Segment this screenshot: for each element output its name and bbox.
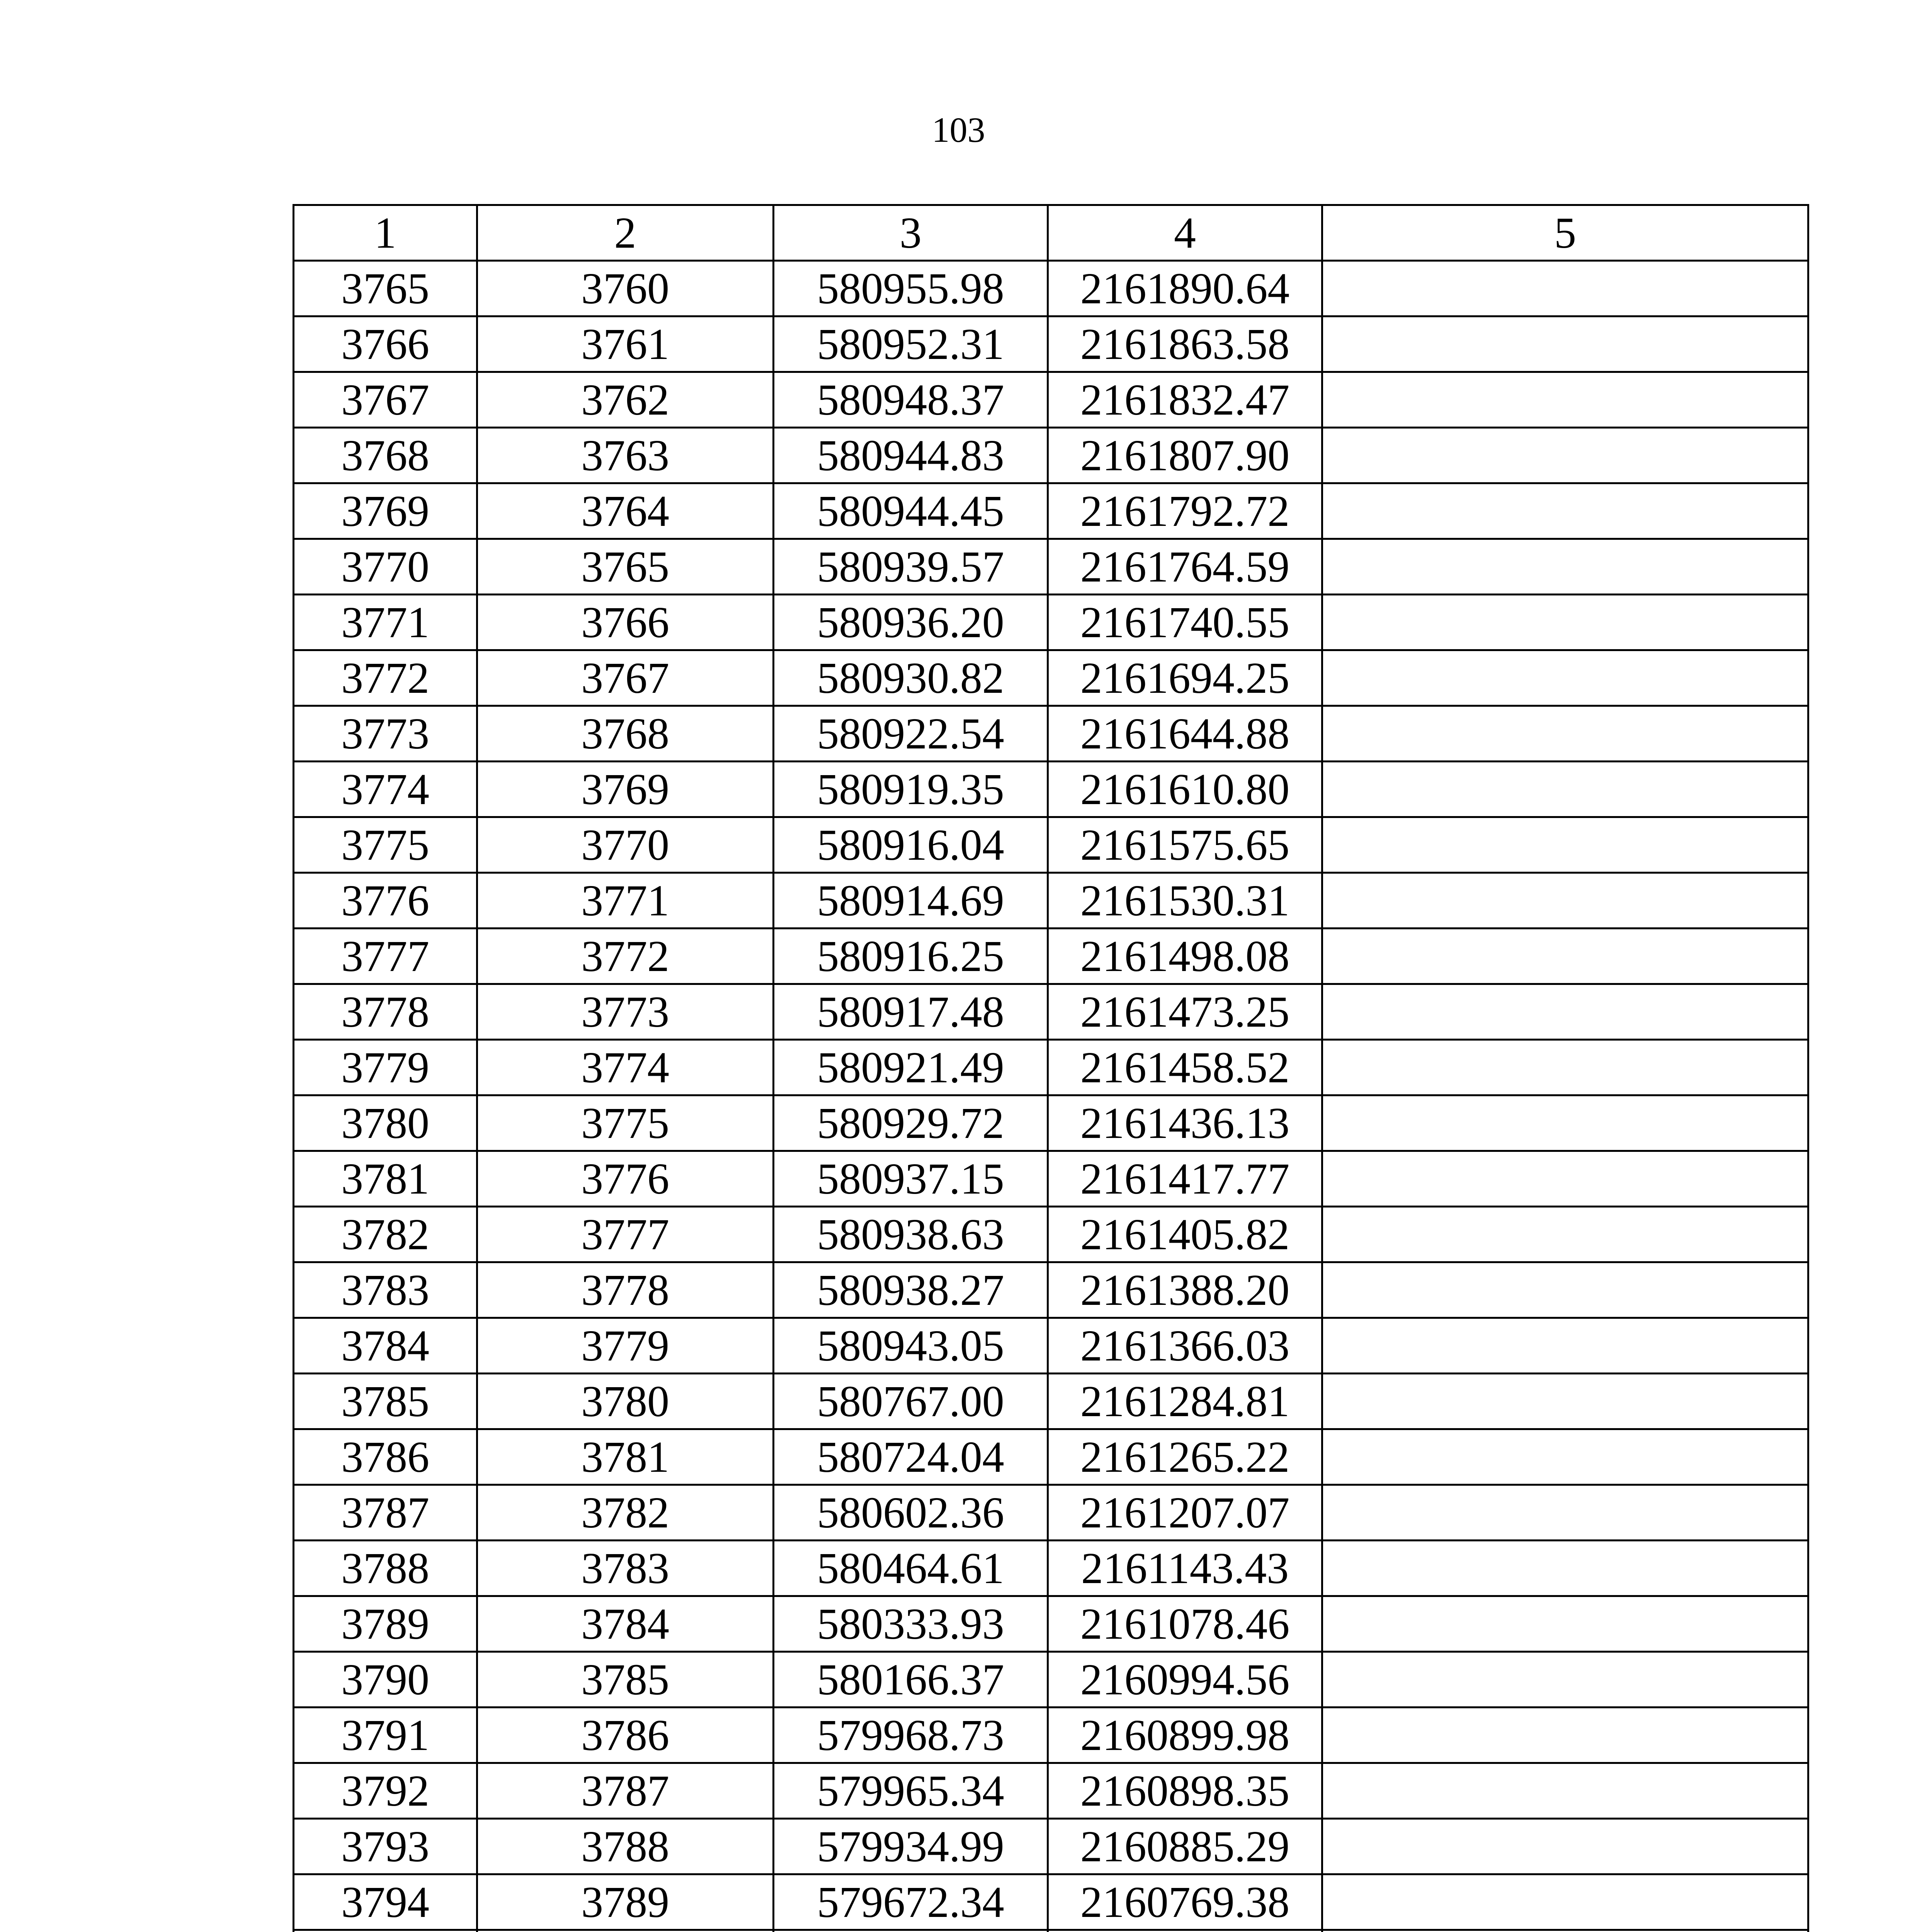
table-cell: 2161405.82 xyxy=(1048,1207,1322,1262)
table-cell: 3760 xyxy=(477,261,774,316)
table-cell: 580917.48 xyxy=(774,984,1048,1040)
table-cell: 3763 xyxy=(477,428,774,483)
table-row xyxy=(294,1262,1808,1318)
column-header: 3 xyxy=(774,205,1048,261)
table-cell xyxy=(1322,1429,1808,1485)
table-cell: 3780 xyxy=(294,1095,477,1151)
table-cell: 3766 xyxy=(294,316,477,372)
table-cell: 2161366.03 xyxy=(1048,1318,1322,1374)
table-cell: 580936.20 xyxy=(774,595,1048,650)
table-row xyxy=(294,1541,1808,1596)
table-cell xyxy=(1322,1763,1808,1819)
table-cell xyxy=(1322,762,1808,817)
table-cell: 580929.72 xyxy=(774,1095,1048,1151)
table-cell: 3785 xyxy=(477,1652,774,1708)
table-cell xyxy=(1322,706,1808,762)
table-cell: 580944.45 xyxy=(774,483,1048,539)
table-cell xyxy=(1322,1874,1808,1930)
table-cell: 3784 xyxy=(477,1596,774,1652)
table-cell: 3769 xyxy=(477,762,774,817)
table-cell: 3792 xyxy=(294,1763,477,1819)
column-header: 2 xyxy=(477,205,774,261)
table-cell: 2161458.52 xyxy=(1048,1040,1322,1095)
table-cell xyxy=(1322,261,1808,316)
table-cell xyxy=(1322,1095,1808,1151)
table-cell: 3787 xyxy=(294,1485,477,1541)
table-header xyxy=(294,205,1808,261)
table-cell: 2161644.88 xyxy=(1048,706,1322,762)
table-cell: 2160994.56 xyxy=(1048,1652,1322,1708)
table-cell: 580916.25 xyxy=(774,929,1048,984)
table-row xyxy=(294,1819,1808,1874)
table-cell: 3772 xyxy=(477,929,774,984)
table-cell: 3779 xyxy=(294,1040,477,1095)
table-cell: 3765 xyxy=(477,539,774,595)
table-cell: 580333.93 xyxy=(774,1596,1048,1652)
table-cell: 2160885.29 xyxy=(1048,1819,1322,1874)
table-cell: 580952.31 xyxy=(774,316,1048,372)
table-cell: 3786 xyxy=(477,1708,774,1763)
table-cell: 3789 xyxy=(477,1874,774,1930)
table-cell: 2161832.47 xyxy=(1048,372,1322,428)
table-cell xyxy=(1322,1485,1808,1541)
table-row xyxy=(294,483,1808,539)
table-row xyxy=(294,1095,1808,1151)
table-cell: 2161498.08 xyxy=(1048,929,1322,984)
table-cell xyxy=(1322,595,1808,650)
table-cell: 2161265.22 xyxy=(1048,1429,1322,1485)
table-cell: 3768 xyxy=(477,706,774,762)
table-row xyxy=(294,1930,1808,1932)
table-row xyxy=(294,984,1808,1040)
table-cell: 580914.69 xyxy=(774,873,1048,929)
table-cell: 3774 xyxy=(294,762,477,817)
table-cell xyxy=(1048,1930,1322,1932)
table-cell: 580937.15 xyxy=(774,1151,1048,1207)
table-cell: 580724.04 xyxy=(774,1429,1048,1485)
table-cell: 2161207.07 xyxy=(1048,1485,1322,1541)
table-cell xyxy=(1322,539,1808,595)
table-cell: 3778 xyxy=(477,1262,774,1318)
table-row xyxy=(294,1429,1808,1485)
table-cell: 2161694.25 xyxy=(1048,650,1322,706)
table-row xyxy=(294,316,1808,372)
table-cell xyxy=(1322,1708,1808,1763)
table-cell: 3788 xyxy=(294,1541,477,1596)
table-cell: 580930.82 xyxy=(774,650,1048,706)
table-cell xyxy=(1322,1151,1808,1207)
table-cell: 2160898.35 xyxy=(1048,1763,1322,1819)
table-cell: 2161792.72 xyxy=(1048,483,1322,539)
table-cell xyxy=(1322,372,1808,428)
table-cell: 2161530.31 xyxy=(1048,873,1322,929)
table-row xyxy=(294,873,1808,929)
table-cell: 579672.34 xyxy=(774,1874,1048,1930)
table-cell: 3770 xyxy=(294,539,477,595)
table-cell: 2161807.90 xyxy=(1048,428,1322,483)
table-cell: 3793 xyxy=(294,1819,477,1874)
table-row xyxy=(294,1874,1808,1930)
table-cell: 2160899.98 xyxy=(1048,1708,1322,1763)
table-cell: 3782 xyxy=(477,1485,774,1541)
table-cell: 3790 xyxy=(294,1652,477,1708)
table-cell: 3767 xyxy=(294,372,477,428)
table-cell: 3777 xyxy=(477,1207,774,1262)
table-row xyxy=(294,1708,1808,1763)
table-row xyxy=(294,261,1808,316)
table-cell xyxy=(1322,428,1808,483)
table-cell: 3781 xyxy=(477,1429,774,1485)
table-cell: 2160769.38 xyxy=(1048,1874,1322,1930)
table-cell xyxy=(477,1930,774,1932)
table-cell: 2161863.58 xyxy=(1048,316,1322,372)
table-row xyxy=(294,1207,1808,1262)
table-cell: 3787 xyxy=(477,1763,774,1819)
table-cell: 3788 xyxy=(477,1819,774,1874)
page-number: 103 xyxy=(932,110,985,150)
table-cell: 579968.73 xyxy=(774,1708,1048,1763)
table-row xyxy=(294,539,1808,595)
table-cell xyxy=(1322,817,1808,873)
table-cell xyxy=(1322,650,1808,706)
column-header: 4 xyxy=(1048,205,1322,261)
table-row xyxy=(294,1652,1808,1708)
table-cell: 2161473.25 xyxy=(1048,984,1322,1040)
table-cell: 580919.35 xyxy=(774,762,1048,817)
table-cell: 3794 xyxy=(294,1874,477,1930)
table-cell xyxy=(1322,1819,1808,1874)
table-row xyxy=(294,1040,1808,1095)
table-cell: 3770 xyxy=(477,817,774,873)
header-row xyxy=(294,205,1808,261)
table-cell: 2161143.43 xyxy=(1048,1541,1322,1596)
table-row xyxy=(294,762,1808,817)
table-cell: 3783 xyxy=(294,1262,477,1318)
table-cell: 2161388.20 xyxy=(1048,1262,1322,1318)
table-cell: 580767.00 xyxy=(774,1374,1048,1429)
table-cell: 579934.99 xyxy=(774,1819,1048,1874)
table-cell: 3783 xyxy=(477,1541,774,1596)
table-cell: 3765 xyxy=(294,261,477,316)
table-cell: 3789 xyxy=(294,1596,477,1652)
table-cell: 580944.83 xyxy=(774,428,1048,483)
table-cell: 3773 xyxy=(477,984,774,1040)
table-cell xyxy=(1322,1374,1808,1429)
table-cell: 3766 xyxy=(477,595,774,650)
table-cell xyxy=(1322,1040,1808,1095)
table-cell: 580948.37 xyxy=(774,372,1048,428)
table-cell: 3774 xyxy=(477,1040,774,1095)
table-cell: 2161610.80 xyxy=(1048,762,1322,817)
table-cell: 580939.57 xyxy=(774,539,1048,595)
table-cell: 580166.37 xyxy=(774,1652,1048,1708)
table-cell: 3778 xyxy=(294,984,477,1040)
table-cell: 580464.61 xyxy=(774,1541,1048,1596)
table-cell xyxy=(1322,1930,1808,1932)
table-cell xyxy=(1322,1541,1808,1596)
table-cell: 3762 xyxy=(477,372,774,428)
table-row xyxy=(294,650,1808,706)
table-cell: 580602.36 xyxy=(774,1485,1048,1541)
table-cell: 2161764.59 xyxy=(1048,539,1322,595)
table-cell: 2161436.13 xyxy=(1048,1095,1322,1151)
table-cell xyxy=(1322,1596,1808,1652)
column-header: 1 xyxy=(294,205,477,261)
table-cell: 580922.54 xyxy=(774,706,1048,762)
table-cell: 3773 xyxy=(294,706,477,762)
table-cell: 580938.27 xyxy=(774,1262,1048,1318)
table-row xyxy=(294,1151,1808,1207)
table-row xyxy=(294,1763,1808,1819)
table-cell: 3785 xyxy=(294,1374,477,1429)
table-cell: 580921.49 xyxy=(774,1040,1048,1095)
table-cell: 2161890.64 xyxy=(1048,261,1322,316)
table-cell: 3791 xyxy=(294,1708,477,1763)
table-row xyxy=(294,595,1808,650)
table-cell: 3764 xyxy=(477,483,774,539)
table-cell: 3775 xyxy=(294,817,477,873)
table-cell: 3786 xyxy=(294,1429,477,1485)
table-cell: 3775 xyxy=(477,1095,774,1151)
table-cell: 3776 xyxy=(294,873,477,929)
table-cell: 3782 xyxy=(294,1207,477,1262)
table-cell: 3769 xyxy=(294,483,477,539)
table-cell: 2161284.81 xyxy=(1048,1374,1322,1429)
table-cell xyxy=(1322,984,1808,1040)
table-cell: 580938.63 xyxy=(774,1207,1048,1262)
table-cell: 2161575.65 xyxy=(1048,817,1322,873)
table-cell: 3768 xyxy=(294,428,477,483)
column-header: 5 xyxy=(1322,205,1808,261)
table-cell: 580955.98 xyxy=(774,261,1048,316)
table-row xyxy=(294,706,1808,762)
table-cell: 3767 xyxy=(477,650,774,706)
table-cell: 579965.34 xyxy=(774,1763,1048,1819)
table-cell: 3776 xyxy=(477,1151,774,1207)
coordinates-table xyxy=(293,204,1809,1932)
table-row xyxy=(294,1485,1808,1541)
table-row xyxy=(294,929,1808,984)
table-cell: 3771 xyxy=(294,595,477,650)
table-cell: 2161417.77 xyxy=(1048,1151,1322,1207)
table-row xyxy=(294,817,1808,873)
table-cell xyxy=(1322,1262,1808,1318)
table-cell xyxy=(774,1930,1048,1932)
table-row xyxy=(294,372,1808,428)
table-cell: 580943.05 xyxy=(774,1318,1048,1374)
table-body xyxy=(294,261,1808,1932)
table-cell: 3772 xyxy=(294,650,477,706)
table-cell xyxy=(1322,1207,1808,1262)
table-cell xyxy=(1322,929,1808,984)
table-cell xyxy=(1322,1652,1808,1708)
table-cell xyxy=(1322,1318,1808,1374)
table-cell xyxy=(1322,316,1808,372)
table-cell: 3779 xyxy=(477,1318,774,1374)
table-cell: 3761 xyxy=(477,316,774,372)
table-cell xyxy=(1322,873,1808,929)
table-row xyxy=(294,428,1808,483)
table-cell: 2161740.55 xyxy=(1048,595,1322,650)
table-row xyxy=(294,1596,1808,1652)
table-row xyxy=(294,1374,1808,1429)
table-cell: 3771 xyxy=(477,873,774,929)
table-cell: 3781 xyxy=(294,1151,477,1207)
table-cell: 580916.04 xyxy=(774,817,1048,873)
table-cell xyxy=(1322,483,1808,539)
table-row xyxy=(294,1318,1808,1374)
table-cell: 3777 xyxy=(294,929,477,984)
table-cell: 3784 xyxy=(294,1318,477,1374)
table-cell: 2161078.46 xyxy=(1048,1596,1322,1652)
table-cell xyxy=(294,1930,477,1932)
table-cell: 3780 xyxy=(477,1374,774,1429)
